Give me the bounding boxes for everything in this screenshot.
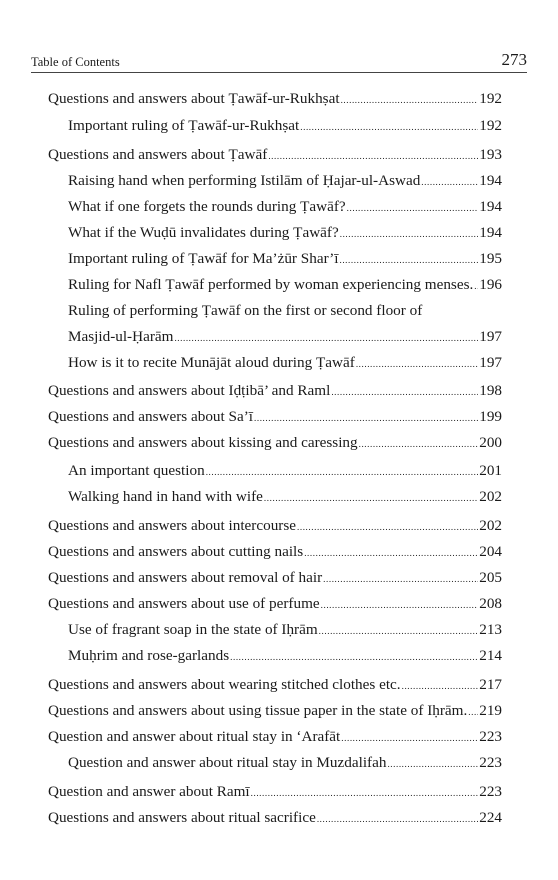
toc-entry-title: Questions and answers about cutting nails [48, 543, 304, 560]
toc-entry-title: Questions and answers about Ṭawāf [48, 146, 268, 163]
toc-entry-page: 201 [479, 462, 502, 479]
toc-subentry-first-line: Ruling of performing Ṭawāf on the first or second floor of [68, 302, 423, 319]
toc-entry [48, 406, 502, 429]
toc-entry-page: 194 [479, 198, 502, 215]
toc-entry [48, 567, 502, 590]
toc-entry-page: 192 [479, 90, 502, 107]
dot-leader [268, 145, 478, 167]
toc-entry-page: 223 [479, 783, 502, 800]
dot-leader [356, 353, 478, 375]
toc-entry [48, 515, 502, 538]
toc-entry-title: Questions and answers about wearing stitched clothes etc. [48, 676, 401, 693]
running-header [31, 46, 527, 70]
toc-entry-title: Questions and answers about Sa’ī [48, 408, 253, 425]
toc-entry-title: Masjid-ul-Ḥarām [68, 328, 174, 345]
dot-leader [474, 275, 478, 297]
dot-leader [323, 568, 478, 590]
toc-subentry [68, 645, 502, 668]
toc-subentry [68, 274, 502, 297]
toc-entry-page: 223 [479, 728, 502, 745]
toc-entry-title: Important ruling of Ṭawāf-ur-Rukhṣat [68, 117, 300, 134]
toc-entry [48, 674, 502, 697]
toc-entry-title: Questions and answers about Iḍṭibā’ and Raml [48, 382, 331, 399]
dot-leader [402, 675, 479, 697]
toc-subentry [68, 486, 502, 509]
dot-leader [341, 89, 479, 111]
toc-entry-title: Important ruling of Ṭawāf for Ma’żūr Shar’ī [68, 250, 339, 267]
dot-leader [251, 782, 479, 804]
toc-entry-title: What if one forgets the rounds during Ṭawāf? [68, 198, 346, 215]
toc-entry-page: 199 [479, 408, 502, 425]
dot-leader [317, 808, 478, 830]
toc-entry-title: An important question [68, 462, 205, 479]
toc-entry [48, 593, 502, 616]
toc-entry-title: Raising hand when performing Istilām of Ḥajar-ul-Aswad [68, 172, 421, 189]
toc-entry-title: What if the Wuḍū invalidates during Ṭawāf? [68, 224, 339, 241]
dot-leader [347, 197, 479, 219]
toc-entry [48, 781, 502, 804]
toc-entry [48, 700, 502, 723]
toc-subentry [68, 170, 502, 193]
toc-entry-page: 197 [479, 354, 502, 371]
toc-entry-title: Questions and answers about removal of hair [48, 569, 323, 586]
toc-entry-title: Questions and answers about use of perfume [48, 595, 320, 612]
dot-leader [387, 753, 478, 775]
dot-leader [206, 461, 479, 483]
toc-entry [48, 88, 502, 111]
toc-entry-page: 196 [479, 276, 502, 293]
header-rule [31, 72, 527, 73]
toc-entry-page: 213 [479, 621, 502, 638]
dot-leader [319, 620, 479, 642]
dot-leader [341, 727, 478, 749]
dot-leader [174, 327, 478, 349]
toc-subentry [68, 460, 502, 483]
toc-entry [48, 144, 502, 167]
toc-entry-title: Question and answer about Ramī [48, 783, 250, 800]
toc-entry-title: Muḥrim and rose-garlands [68, 647, 230, 664]
toc-entry-title: Question and answer about ritual stay in Muzdalifah [68, 754, 387, 771]
toc-entry [48, 432, 502, 455]
toc-entry-page: 208 [479, 595, 502, 612]
toc-subentry [68, 222, 502, 245]
toc-entry-title: Questions and answers about kissing and caressing [48, 434, 358, 451]
toc-entry-page: 194 [479, 224, 502, 241]
dot-leader [468, 701, 478, 723]
toc-entry-page: 214 [479, 647, 502, 664]
toc-entry-page: 205 [479, 569, 502, 586]
dot-leader [300, 116, 478, 138]
toc-entry-title: Questions and answers about Ṭawāf-ur-Rukhṣat [48, 90, 340, 107]
toc-entry-page: 217 [479, 676, 502, 693]
dot-leader [230, 646, 478, 668]
toc-entry-title: Question and answer about ritual stay in ‘Arafāt [48, 728, 341, 745]
toc-entry-page: 224 [479, 809, 502, 826]
toc-subentry [68, 326, 502, 349]
toc-entry-page: 204 [479, 543, 502, 560]
dot-leader [340, 223, 479, 245]
header-title: Table of Contents [31, 55, 120, 69]
toc-entry-page: 200 [479, 434, 502, 451]
dot-leader [304, 542, 478, 564]
toc-entry-page: 192 [479, 117, 502, 134]
dot-leader [321, 594, 479, 616]
toc-entry-title: How is it to recite Munājāt aloud during Ṭawāf [68, 354, 355, 371]
toc-subentry [68, 248, 502, 271]
dot-leader [339, 249, 478, 271]
toc-entry-page: 197 [479, 328, 502, 345]
dot-leader [421, 171, 478, 193]
toc-entry-page: 193 [479, 146, 502, 163]
toc-entry [48, 380, 502, 403]
toc-subentry [68, 352, 502, 375]
dot-leader [331, 381, 478, 403]
dot-leader [264, 487, 478, 509]
dot-leader [254, 407, 478, 429]
toc-subentry [68, 619, 502, 642]
toc-subentry [68, 115, 502, 138]
dot-leader [297, 516, 478, 538]
toc-entry [48, 726, 502, 749]
toc-entry [48, 807, 502, 830]
toc-entry-page: 202 [479, 517, 502, 534]
toc-entry [48, 541, 502, 564]
toc-subentry [68, 196, 502, 219]
toc-entry-page: 195 [479, 250, 502, 267]
toc-entry-title: Walking hand in hand with wife [68, 488, 263, 505]
toc-subentry [68, 752, 502, 775]
toc-entry-title: Use of fragrant soap in the state of Iḥrām [68, 621, 318, 638]
dot-leader [359, 433, 479, 455]
toc-entry-title: Questions and answers about ritual sacrifice [48, 809, 316, 826]
toc-entry-title: Questions and answers about using tissue paper in the state of Iḥrām. [48, 702, 468, 719]
toc-entry-title: Ruling for Nafl Ṭawāf performed by woman experiencing menses. [68, 276, 474, 293]
toc-entry-page: 219 [479, 702, 502, 719]
toc-entry-page: 194 [479, 172, 502, 189]
page-number: 273 [501, 50, 527, 69]
toc-entry-page: 198 [479, 382, 502, 399]
toc-entry-title: Questions and answers about intercourse [48, 517, 296, 534]
toc-entry-page: 223 [479, 754, 502, 771]
toc-entry-page: 202 [479, 488, 502, 505]
